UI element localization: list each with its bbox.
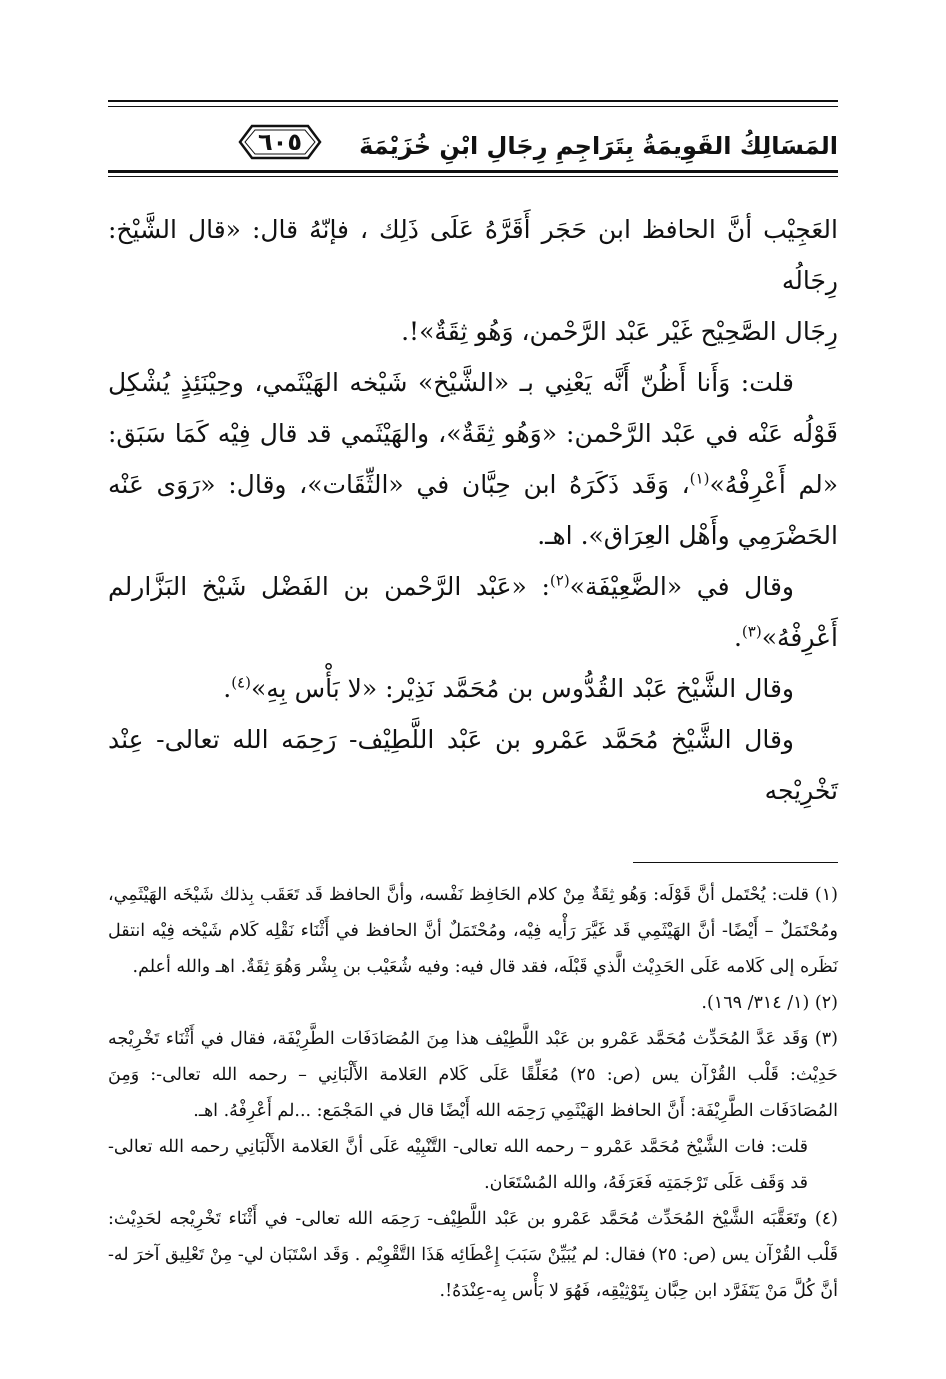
footnote-4: (٤) وتَعَقَّبَه الشَّيْخ المُحَدِّث مُحَمَّد عَمْرو بن عَبْد اللَّطِيْف- رَحِمَه الله تعالى- في أَثْنَاء تَخْرِيْجه لحَدِيْث: قَلْب القُرْآن يس (ص: ٢٥) فقال: لم يُبَيِّنْ سَبَبَ إِعْطَائِه هَذَا التَّقْوِيْم . وَقَد اسْتَبَان لي- مِنْ تَعْلِيق آخرَ له- أنَّ كُلَّ مَنْ يَتَفَرَّد ابن حِبَّان بِتَوْثِيْقِه، فَهُوَ لا بَأْس بِه-عِنْدَهُ!. — [108, 1209, 838, 1301]
footnote-2: (٢) (١/ ٣١٤/ ١٦٩). — [701, 993, 838, 1013]
page-number: ٦٠٥ — [258, 128, 302, 156]
header-top-rule — [108, 100, 838, 102]
footnote-3-comment: قلت: فات الشَّيْخ مُحَمَّد عَمْرو – رحمه الله تعالى- التَّنْبِيْه عَلَى أنَّ العَلامة الأَلْبَانِي رحمه الله تعالى- قد وَقَف عَلَى تَرْجَمَتِه فَعَرَفَهُ، والله المُسْتَعَان. — [108, 1137, 808, 1193]
footnote-ref-1[interactable]: (١) — [689, 469, 710, 488]
paragraph-3-b: : «عَبْد الرَّحْمن بن الفَضْل شَيْخ البَزَّارلم أَعْرِفْهُ» — [108, 572, 838, 652]
page-header — [108, 100, 838, 196]
header-bottom-rule — [108, 170, 838, 173]
main-text — [108, 204, 838, 816]
paragraph-4 — [108, 663, 838, 714]
paragraph-1-line-1: العَجِيْب أنَّ الحافظ ابن حَجَر أَقَرَّهُ عَلَى ذَلِك ، فإنّهُ قال: «قال الشَّيْخ: رِجَالُه — [108, 215, 838, 295]
footnote-3: (٣) وَقَد عَدَّ المُحَدِّث مُحَمَّد عَمْرو بن عَبْد اللَّطِيْف هذا مِنَ المُصَادَفَات الطَّرِيْفَة، فقال في أَثْنَاء تَخْرِيْجه حَدِيْث: قَلْب القُرْآن يس (ص: ٢٥) مُعَلِّقًا عَلَى كَلام العَلامة الأَلْبَانِي – رحمه الله تعالى-: وَمِنَ المُصَادَفَات الطَّرِيْفَة: أَنَّ الحافظ الهَيْثَمِي رَحِمَه الله أَيْضًا قال في المَجْمَع: ...لم أَعْرِفْهُ. اهـ. — [108, 1029, 838, 1121]
paragraph-3 — [108, 561, 838, 663]
footnote-ref-3[interactable]: (٣) — [741, 622, 762, 641]
page-number-ornament — [238, 122, 322, 162]
paragraph-3-a: وقال في «الضَّعِيْفَة» — [569, 572, 794, 601]
running-title: المَسَالِكُ القَوِيمَةُ بِتَرَاجِمِ رِجَالِ ابْنِ خُزَيْمَةَ — [359, 132, 838, 160]
paragraph-5: وقال الشَّيْخ مُحَمَّد عَمْرو بن عَبْد اللَّطِيْف- رَحِمَه الله تعالى- عِنْد تَخْرِيْجه — [108, 725, 838, 805]
paragraph-4-a: وقال الشَّيْخ عَبْد القُدُّوس بن مُحَمَّد نَذِيْر: «لا بَأْس بِهِ» — [250, 674, 794, 703]
paragraph-3-c: . — [733, 623, 742, 652]
footnotes — [108, 877, 838, 1309]
page — [108, 100, 838, 1309]
paragraph-2-text-cont: ، وَقَد ذَكَرَهُ ابن حِبَّان في «الثِّقَات»، وقال: «رَوَى عَنْه الحَضْرَمِي وأَهْل العِرَاق». اهـ. — [108, 470, 838, 550]
paragraph-4-b: . — [223, 674, 232, 703]
paragraph-1-line-2: رِجَال الصَّحِيْح غَيْر عَبْد الرَّحْمن، وَهُو ثِقَةٌ»!. — [401, 317, 838, 346]
footnote-1: (١) قلت: يُحْتَمل أنَّ قَوْلَه: وَهُو ثِقَةٌ مِنْ كلام الحَافِظ نَفْسه، وأنَّ الحافظ قَد تَعَقَب بِذلك شَيْخَه الهَيْثَمِي، ومُحْتَمَلٌ – أَيْضًا- أنَّ الهَيْثَمِي قَد غَيَّرَ رَأْيه فِيْه، ومُحْتَمَلٌ أنَّ الحافظ في أَثْنَاء نَقْلِه كَلام شَيْخه فِيْه انتقل نَظَره إلى كَلامه عَلَى الحَدِيْث الَّذي قَبْلَه، فقد قال فيه: وفيه شُعَيْب بن بِشْر وَهُوَ ثِقَةٌ. اهـ والله أعلم. — [108, 885, 838, 977]
footnote-ref-4[interactable]: (٤) — [231, 673, 251, 692]
footnote-ref-2[interactable]: (٢) — [549, 571, 570, 590]
header-bottom-rule-thin — [108, 176, 838, 177]
paragraph-2 — [108, 357, 838, 561]
header-top-rule-thin — [108, 106, 838, 107]
footnote-separator — [633, 862, 838, 863]
paragraph-2-text: قلت: وَأَنا أَظُنّ أَنَّه يَعْنِي بـ «الشَّيْخ» شَيْخه الهَيْثَمي، وحِيْنَئِذٍ يُشْكِل قَوْلُه عَنْه في عَبْد الرَّحْمن: «وَهُو ثِقَةٌ»، والهَيْثَمي قد قال فِيْه كَمَا سَبَق: «لم أَعْرِفْهُ» — [108, 368, 838, 499]
